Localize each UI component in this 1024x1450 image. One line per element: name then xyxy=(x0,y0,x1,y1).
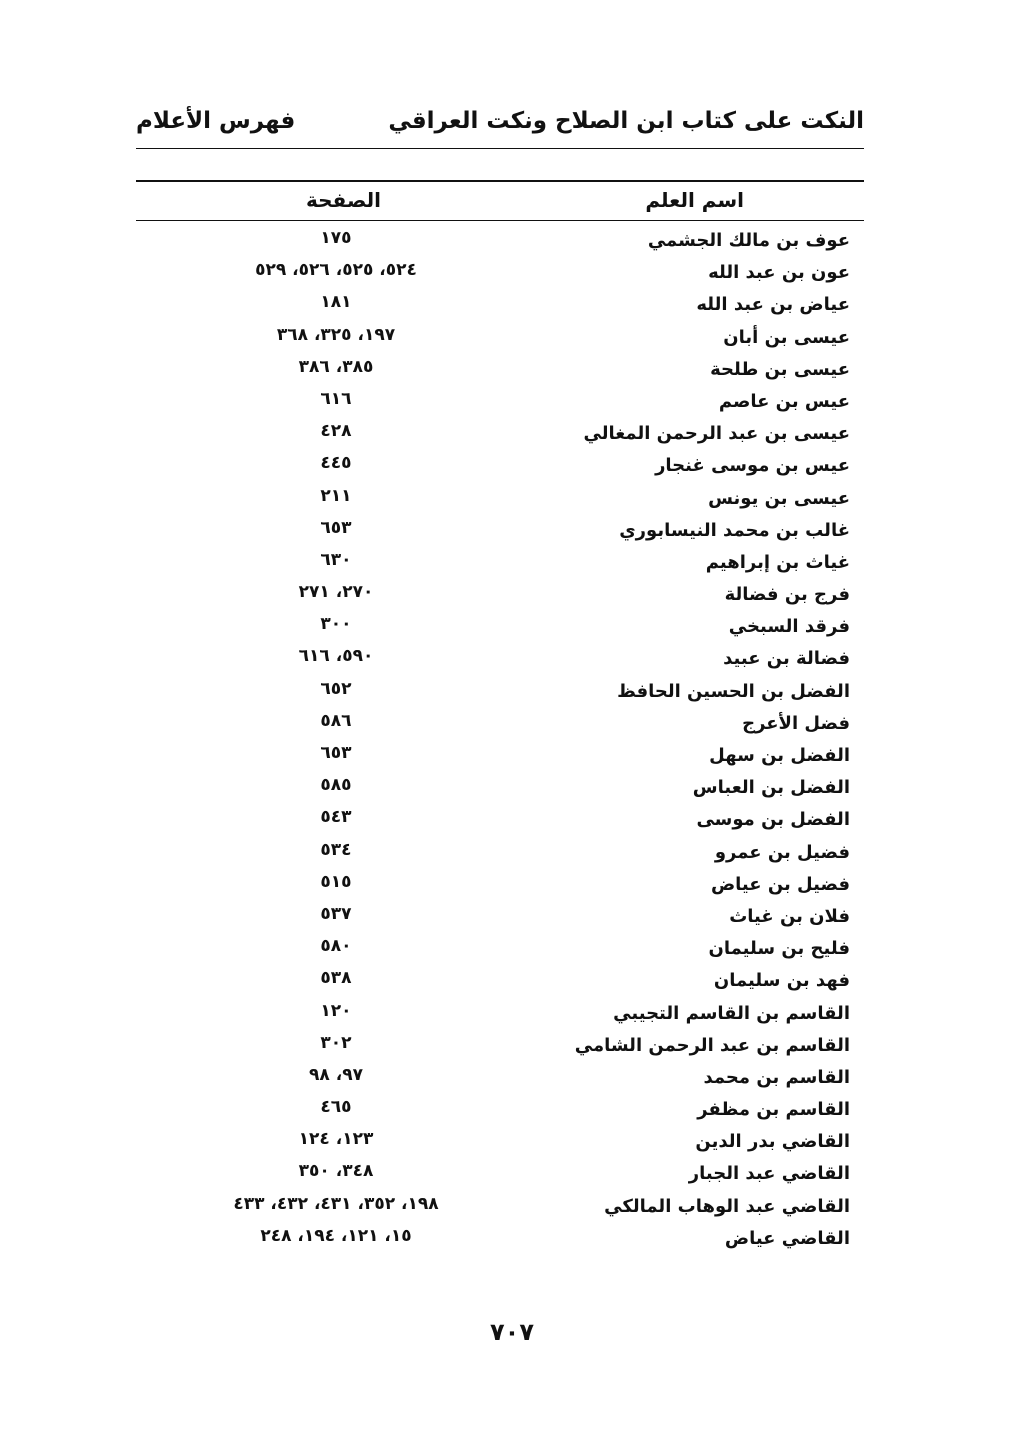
person-name: فلان بن غياث xyxy=(729,905,850,927)
page-references: ٦٣٠ xyxy=(320,549,352,570)
page-references: ٣٠٢ xyxy=(320,1032,352,1053)
table-row xyxy=(136,610,864,642)
page-references: ٦٥٢ xyxy=(320,678,352,699)
table-row xyxy=(136,964,864,996)
page-references: ٥١٥ xyxy=(320,871,352,892)
person-name: عياض بن عبد الله xyxy=(696,294,850,316)
section-title: فهرس الأعلام xyxy=(136,108,296,134)
page-references: ٥٨٠ xyxy=(320,936,352,957)
table-row xyxy=(136,578,864,610)
person-name: عوف بن مالك الجشمي xyxy=(647,230,850,251)
person-name: القاضي عياض xyxy=(724,1227,850,1249)
page-references: ٥٣٧ xyxy=(320,903,352,924)
person-name: عيسى بن عبد الرحمن المغالي xyxy=(583,423,850,445)
page-references: ٦٥٣ xyxy=(320,517,352,538)
person-name: فرقد السبخي xyxy=(728,616,850,638)
page-references: ١٩٨، ٣٥٢، ٤٣١، ٤٣٢، ٤٣٣ xyxy=(233,1193,439,1214)
table-row xyxy=(136,514,864,546)
table-row xyxy=(136,771,864,803)
table-column-headers xyxy=(136,184,864,218)
table-row xyxy=(136,1061,864,1093)
column-header-page: الصفحة xyxy=(306,188,382,212)
table-row xyxy=(136,1029,864,1061)
page-references: ١٥، ١٢١، ١٩٤، ٢٤٨ xyxy=(260,1225,412,1246)
table-row xyxy=(136,675,864,707)
person-name: عيسى بن يونس xyxy=(708,487,850,509)
index-table-body xyxy=(136,224,864,1254)
table-header-rule xyxy=(136,220,864,221)
table-row xyxy=(136,1157,864,1189)
table-row xyxy=(136,288,864,320)
page-references: ٥٣٨ xyxy=(320,968,352,989)
page-references: ٤٦٥ xyxy=(320,1097,352,1118)
header-rule xyxy=(136,148,864,149)
table-row xyxy=(136,224,864,256)
page-references: ٤٤٥ xyxy=(320,453,352,474)
page-references: ٥٣٤ xyxy=(320,839,352,860)
person-name: فضالة بن عبيد xyxy=(723,648,850,670)
person-name: القاسم بن مظفر xyxy=(697,1099,850,1121)
table-row xyxy=(136,707,864,739)
page-references: ٩٧، ٩٨ xyxy=(309,1064,363,1085)
table-row xyxy=(136,449,864,481)
table-row xyxy=(136,256,864,288)
person-name: غالب بن محمد النيسابوري xyxy=(619,519,850,541)
page-references: ٥٨٥ xyxy=(320,775,352,796)
page-references: ١٩٧، ٣٢٥، ٣٦٨ xyxy=(276,324,396,345)
page-references: ٣٨٥، ٣٨٦ xyxy=(298,356,374,377)
person-name: القاضي عبد الجبار xyxy=(688,1163,850,1185)
person-name: فضيل بن عياض xyxy=(710,873,850,895)
page-references: ٢٧٠، ٢٧١ xyxy=(298,582,374,603)
page-references: ٣٠٠ xyxy=(320,614,352,635)
table-row xyxy=(136,739,864,771)
person-name: فليح بن سليمان xyxy=(708,938,850,960)
column-header-name: اسم العلم xyxy=(645,188,744,212)
table-row xyxy=(136,997,864,1029)
table-row xyxy=(136,353,864,385)
person-name: عيس بن موسى غنجار xyxy=(655,455,850,477)
person-name: القاسم بن محمد xyxy=(703,1066,850,1088)
table-row xyxy=(136,642,864,674)
table-row xyxy=(136,868,864,900)
person-name: عيسى بن أبان xyxy=(723,326,850,348)
person-name: الفضل بن العباس xyxy=(692,777,850,799)
page-references: ٦١٦ xyxy=(320,388,352,409)
table-row xyxy=(136,321,864,353)
person-name: الفضل بن الحسين الحافظ xyxy=(617,680,850,702)
page-references: ٥٢٤، ٥٢٥، ٥٢٦، ٥٢٩ xyxy=(255,260,417,281)
person-name: القاضي بدر الدين xyxy=(695,1131,850,1153)
table-row xyxy=(136,1222,864,1254)
running-header xyxy=(136,108,864,142)
person-name: الفضل بن سهل xyxy=(709,745,850,766)
table-row xyxy=(136,1190,864,1222)
table-row xyxy=(136,1125,864,1157)
person-name: عيسى بن طلحة xyxy=(710,358,850,380)
table-row xyxy=(136,803,864,835)
page-references: ٤٢٨ xyxy=(320,421,352,442)
person-name: عون بن عبد الله xyxy=(708,262,850,284)
person-name: الفضل بن موسى xyxy=(696,809,850,831)
person-name: القاسم بن عبد الرحمن الشامي xyxy=(574,1034,850,1056)
page-references: ٢١١ xyxy=(320,485,352,506)
person-name: فضيل بن عمرو xyxy=(714,841,850,863)
table-row xyxy=(136,385,864,417)
book-title: النكت على كتاب ابن الصلاح ونكت العراقي xyxy=(388,108,864,134)
person-name: القاضي عبد الوهاب المالكي xyxy=(604,1195,850,1217)
person-name: فضل الأعرج xyxy=(742,712,850,734)
page-references: ١٢٣، ١٢٤ xyxy=(298,1129,374,1150)
table-top-rule xyxy=(136,180,864,182)
table-row xyxy=(136,836,864,868)
page-references: ١٧٥ xyxy=(320,228,352,248)
page-references: ٥٨٦ xyxy=(320,710,352,731)
table-row xyxy=(136,900,864,932)
page-references: ٦٥٣ xyxy=(320,743,352,763)
page-references: ١٢٠ xyxy=(320,1000,352,1021)
page-references: ٥٩٠، ٦١٦ xyxy=(298,646,374,667)
page-number: ٧٠٧ xyxy=(490,1318,534,1346)
person-name: القاسم بن القاسم التجيبي xyxy=(613,1002,850,1024)
table-row xyxy=(136,482,864,514)
table-row xyxy=(136,932,864,964)
table-row xyxy=(136,1093,864,1125)
table-row xyxy=(136,546,864,578)
page-references: ١٨١ xyxy=(320,292,352,313)
person-name: غياث بن إبراهيم xyxy=(705,551,850,573)
page-references: ٣٤٨، ٣٥٠ xyxy=(298,1161,374,1182)
table-row xyxy=(136,417,864,449)
person-name: فهد بن سليمان xyxy=(713,970,850,992)
person-name: فرج بن فضالة xyxy=(724,584,850,606)
person-name: عيس بن عاصم xyxy=(718,390,850,412)
page-references: ٥٤٣ xyxy=(320,807,352,828)
